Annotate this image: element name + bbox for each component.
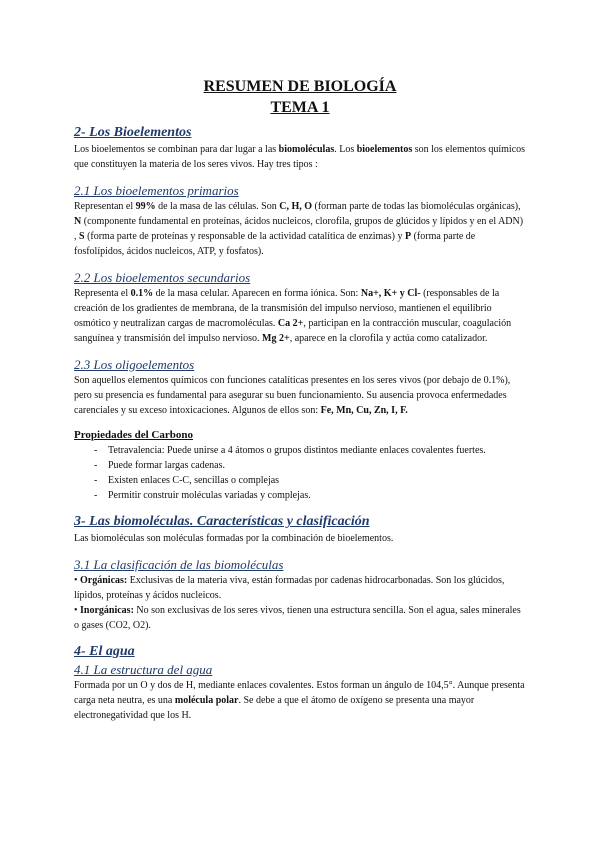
document-title: RESUMEN DE BIOLOGÍA bbox=[203, 78, 397, 95]
section-4-1-heading: 4.1 La estructura del agua bbox=[74, 662, 213, 677]
section-2-1-text: Representan el 99% de la masa de las células. Son C, H, O (forman parte de todas las biomoléculas orgánicas), N (componente fundamental en proteínas, ácidos nucleicos, clorofila, grupos de glúcidos y lípidos y en el ADN) , S (forma parte de proteínas y responsable de la actividad catalítica de enzimas) y P (forma parte de fosfolípidos, ácidos nucleicos, ATP, y fosfatos). bbox=[74, 201, 524, 257]
section-3-intro: Las biomoléculas son moléculas formadas por la combinación de bioelementos. bbox=[74, 533, 394, 544]
list-item: - Puede formar largas cadenas. bbox=[94, 458, 526, 473]
section-2-3-heading: 2.3 Los oligoelementos bbox=[74, 357, 195, 372]
section-2-heading: 2- Los Bioelementos bbox=[74, 125, 192, 140]
section-2-3-text: Son aquellos elementos químicos con funciones catalíticas presentes en los seres vivos (por debajo de 0.1%), pero su presencia es fundamental para asegurar su buen funcionamiento. Su ausencia provoca enfermedades carenciales y su exceso intoxicaciones. Algunos de ellos son: Fe, Mn, Cu, Zn, I, F. bbox=[74, 375, 511, 416]
section-2-intro: Los bioelementos se combinan para dar lugar a las biomoléculas. Los bioelementos son los elementos químicos que constituyen la materia de los seres vivos. Hay tres tipos : bbox=[74, 144, 526, 170]
organic-biomolecules: • Orgánicas: Exclusivas de la materia viva, están formadas por cadenas hidrocarbonadas. Son los glúcidos, lípidos, proteínas y ácidos nucleicos. bbox=[74, 575, 505, 601]
section-3-heading: 3- Las biomoléculas. Características y clasificación bbox=[74, 514, 370, 529]
document-subtitle: TEMA 1 bbox=[270, 99, 330, 116]
carbon-properties-heading: Propiedades del Carbono bbox=[74, 429, 193, 441]
list-item: - Tetravalencia: Puede unirse a 4 átomos o grupos distintos mediante enlaces covalentes fuertes. bbox=[94, 443, 526, 458]
section-2-2-text: Representa el 0.1% de la masa celular. Aparecen en forma iónica. Son: Na+, K+ y Cl- (responsables de la creación de los gradientes de membrana, de la transmisión del impulso nervioso, mantienen el equilibrio osmótico y neutralizan cargas de macromoléculas. Ca 2+, participan en la contracción muscular, coagulación sanguínea y transmisión del impulso nervioso. Mg 2+, aparece en la clorofila y actúa como catalizador. bbox=[74, 288, 512, 344]
carbon-properties-list bbox=[74, 443, 526, 503]
inorganic-biomolecules: • Inorgánicas: No son exclusivas de los seres vivos, tienen una estructura sencilla. Son el agua, sales minerales o gases (CO2, O2). bbox=[74, 605, 521, 631]
list-item: - Existen enlaces C-C, sencillas o complejas bbox=[94, 473, 526, 488]
section-4-1-text: Formada por un O y dos de H, mediante enlaces covalentes. Estos forman un ángulo de 104,5°. Aunque presenta carga neta neutra, es una molécula polar. Se debe a que el átomo de oxígeno se presenta una mayor electronegatividad que los H. bbox=[74, 680, 525, 721]
section-4-heading: 4- El agua bbox=[74, 644, 135, 659]
list-item: - Permitir construir moléculas variadas y complejas. bbox=[94, 488, 526, 503]
section-2-1-heading: 2.1 Los bioelementos primarios bbox=[74, 183, 239, 198]
section-2-2-heading: 2.2 Los bioelementos secundarios bbox=[74, 270, 251, 285]
section-3-1-heading: 3.1 La clasificación de las biomoléculas bbox=[74, 557, 284, 572]
